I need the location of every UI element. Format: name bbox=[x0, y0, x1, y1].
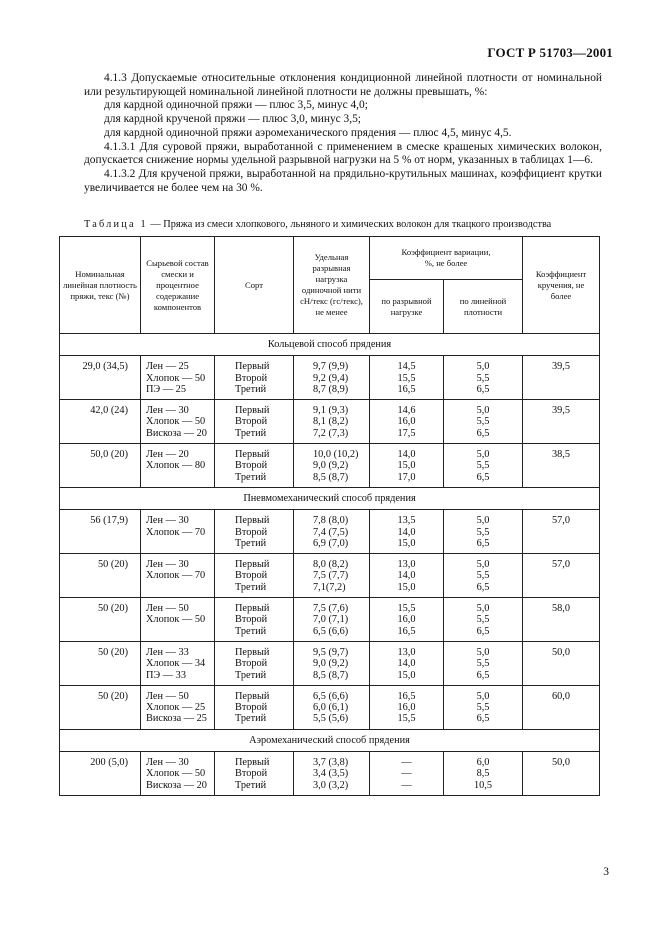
cell-line: Хлопок — 50 bbox=[146, 372, 206, 384]
composition-cell bbox=[141, 444, 215, 488]
cell-line: 17,5 bbox=[397, 427, 416, 439]
cell-line: Второй bbox=[235, 570, 268, 582]
cv-density-cell bbox=[444, 356, 523, 400]
strength-cell bbox=[294, 685, 370, 729]
header-strength: Удельная разрывная нагрузка одиночной нити сН/текс (гс/текс), не менее bbox=[294, 237, 370, 334]
cell-line: 9,0 (9,2) bbox=[313, 658, 349, 670]
density-cell: 56 (17,9) bbox=[60, 510, 141, 554]
cell-line: 5,0 bbox=[476, 690, 490, 702]
composition-cell bbox=[141, 641, 215, 685]
cell-line: 5,0 bbox=[476, 603, 490, 615]
cell-line: — bbox=[401, 779, 412, 791]
cell-line: 5,5 bbox=[476, 702, 490, 714]
cell-line: 5,5 (5,6) bbox=[313, 713, 349, 725]
paragraph: 4.1.3.2 Для крученой пряжи, выработанной на прядильно-крутильных машинах, коэффициент крутки увеличивается не более чем на 30 %. bbox=[84, 167, 602, 194]
cell-line: ПЭ — 25 bbox=[146, 383, 186, 395]
header-cv-group: Коэффициент вариации, %, не более bbox=[370, 237, 523, 280]
cell-line: 16,0 bbox=[397, 416, 416, 428]
cell-line: 5,0 bbox=[476, 449, 490, 461]
cell-line: Лен — 30 bbox=[146, 757, 189, 769]
paragraph: 4.1.3.1 Для суровой пряжи, выработанной с применением в смеске крашеных химических волокон, допускается снижение нормы удельной разрывной нагрузки на 5 % от норм, указанных в таблицах 1—6. bbox=[84, 140, 602, 167]
cell-line: Хлопок — 34 bbox=[146, 658, 206, 670]
cell-line: 5,5 bbox=[476, 526, 490, 538]
composition-cell bbox=[141, 752, 215, 796]
table-caption-text: — Пряжа из смеси хлопкового, льняного и химических волокон для ткацкого производства bbox=[147, 219, 552, 230]
strength-cell bbox=[294, 444, 370, 488]
grade-cell bbox=[215, 598, 294, 642]
cell-line: Лен — 30 bbox=[146, 559, 189, 571]
cell-line: 5,0 bbox=[476, 515, 490, 527]
cell-line: 5,5 bbox=[476, 460, 490, 472]
strength-cell bbox=[294, 752, 370, 796]
header-twist: Коэффициент кручения, не более bbox=[523, 237, 600, 334]
cell-line: 5,0 bbox=[476, 646, 490, 658]
cell-line: 14,0 bbox=[397, 449, 416, 461]
cell-line: Третий bbox=[235, 471, 267, 483]
table-row bbox=[60, 598, 600, 642]
twist-cell: 58,0 bbox=[523, 598, 600, 642]
table-row bbox=[60, 641, 600, 685]
cell-line: Первый bbox=[235, 515, 270, 527]
cell-line: 6,5 bbox=[476, 713, 490, 725]
cell-line: Третий bbox=[235, 581, 267, 593]
cell-line: 5,5 bbox=[476, 416, 490, 428]
cell-line: Второй bbox=[235, 372, 268, 384]
table-caption-label: Таблица 1 bbox=[84, 219, 148, 230]
cell-line: 3,4 (3,5) bbox=[313, 768, 349, 780]
cell-line: 6,5 bbox=[476, 427, 490, 439]
cell-line: 16,5 bbox=[397, 383, 416, 395]
cell-line: 6,5 bbox=[476, 625, 490, 637]
page-number: 3 bbox=[603, 866, 609, 878]
density-cell: 50 (20) bbox=[60, 554, 141, 598]
strength-cell bbox=[294, 554, 370, 598]
cv-break-cell bbox=[370, 510, 444, 554]
strength-cell bbox=[294, 641, 370, 685]
section-row bbox=[60, 487, 600, 509]
cv-density-cell bbox=[444, 685, 523, 729]
cell-line: 9,1 (9,3) bbox=[313, 405, 349, 417]
cell-line: Вискоза — 20 bbox=[146, 779, 207, 791]
density-cell: 200 (5,0) bbox=[60, 752, 141, 796]
cv-density-cell bbox=[444, 444, 523, 488]
cv-density-cell bbox=[444, 400, 523, 444]
cell-line: ПЭ — 33 bbox=[146, 669, 186, 681]
cv-density-cell bbox=[444, 554, 523, 598]
cell-line: 5,0 bbox=[476, 405, 490, 417]
cell-line: 17,0 bbox=[397, 471, 416, 483]
cell-line: Третий bbox=[235, 713, 267, 725]
composition-cell bbox=[141, 400, 215, 444]
section-row bbox=[60, 334, 600, 356]
composition-cell bbox=[141, 598, 215, 642]
cell-line: 13,5 bbox=[397, 515, 416, 527]
cell-line: 6,0 bbox=[476, 757, 490, 769]
cell-line: 6,5 bbox=[476, 471, 490, 483]
cell-line: 6,5 bbox=[476, 669, 490, 681]
cell-line: 7,2 (7,3) bbox=[313, 427, 349, 439]
cell-line: Второй bbox=[235, 614, 268, 626]
cell-line: 7,1(7,2) bbox=[313, 581, 346, 593]
cell-line: Первый bbox=[235, 361, 270, 373]
header-grade: Сорт bbox=[215, 237, 294, 334]
cell-line: Первый bbox=[235, 405, 270, 417]
table-row bbox=[60, 356, 600, 400]
table-row bbox=[60, 685, 600, 729]
composition-cell bbox=[141, 685, 215, 729]
cell-line: Хлопок — 50 bbox=[146, 614, 206, 626]
cell-line: 9,5 (9,7) bbox=[313, 646, 349, 658]
cell-line: 16,0 bbox=[397, 702, 416, 714]
table-body bbox=[60, 334, 600, 796]
cell-line: 16,0 bbox=[397, 614, 416, 626]
strength-cell bbox=[294, 356, 370, 400]
cell-line: Лен — 30 bbox=[146, 405, 189, 417]
twist-cell: 39,5 bbox=[523, 356, 600, 400]
cell-line: 6,5 bbox=[476, 581, 490, 593]
cell-line: Третий bbox=[235, 625, 267, 637]
density-cell: 50 (20) bbox=[60, 685, 141, 729]
density-cell: 50 (20) bbox=[60, 641, 141, 685]
cv-break-cell bbox=[370, 685, 444, 729]
cell-line: 6,0 (6,1) bbox=[313, 702, 349, 714]
cell-line: 3,0 (3,2) bbox=[313, 779, 349, 791]
cell-line: 15,5 bbox=[397, 713, 416, 725]
cell-line: Первый bbox=[235, 449, 270, 461]
header-density: Номинальная линейная плотность пряжи, текс (№) bbox=[60, 237, 141, 334]
body-text bbox=[84, 72, 602, 195]
table-row bbox=[60, 400, 600, 444]
cv-density-cell bbox=[444, 641, 523, 685]
section-title: Аэромеханический способ прядения bbox=[60, 729, 600, 751]
composition-cell bbox=[141, 554, 215, 598]
cv-break-cell bbox=[370, 554, 444, 598]
table-row bbox=[60, 752, 600, 796]
cell-line: 14,6 bbox=[397, 405, 416, 417]
cv-break-cell bbox=[370, 400, 444, 444]
cell-line: — bbox=[401, 757, 412, 769]
cell-line: 5,0 bbox=[476, 361, 490, 373]
twist-cell: 39,5 bbox=[523, 400, 600, 444]
standard-header: ГОСТ Р 51703—2001 bbox=[487, 45, 613, 60]
cell-line: Лен — 33 bbox=[146, 646, 189, 658]
cell-line: 9,0 (9,2) bbox=[313, 460, 349, 472]
header-cv-break: по разрывной нагрузке bbox=[370, 280, 444, 334]
cell-line: Второй bbox=[235, 768, 268, 780]
cell-line: Второй bbox=[235, 702, 268, 714]
cell-line: 13,0 bbox=[397, 559, 416, 571]
density-cell: 50 (20) bbox=[60, 598, 141, 642]
cell-line: 14,0 bbox=[397, 570, 416, 582]
grade-cell bbox=[215, 356, 294, 400]
header-composition: Сырьевой состав смески и процентное содержание компонентов bbox=[141, 237, 215, 334]
cell-line: 8,0 (8,2) bbox=[313, 559, 349, 571]
density-cell: 42,0 (24) bbox=[60, 400, 141, 444]
cell-line: 5,5 bbox=[476, 658, 490, 670]
composition-cell bbox=[141, 510, 215, 554]
cell-line: Хлопок — 70 bbox=[146, 526, 206, 538]
cell-line: 14,0 bbox=[397, 526, 416, 538]
cell-line: Вискоза — 25 bbox=[146, 713, 207, 725]
strength-cell bbox=[294, 510, 370, 554]
cell-line: 14,5 bbox=[397, 361, 416, 373]
strength-cell bbox=[294, 598, 370, 642]
cell-line: 6,9 (7,0) bbox=[313, 537, 349, 549]
cell-line: 5,5 bbox=[476, 372, 490, 384]
cv-density-cell bbox=[444, 598, 523, 642]
cell-line: 8,5 (8,7) bbox=[313, 669, 349, 681]
paragraph: для кардной крученой пряжи — плюс 3,0, минус 3,5; bbox=[104, 113, 361, 126]
paragraph: для кардной одиночной пряжи — плюс 3,5, минус 4,0; bbox=[104, 99, 368, 112]
cell-line: 15,0 bbox=[397, 669, 416, 681]
cell-line: 6,5 (6,6) bbox=[313, 625, 349, 637]
cell-line: 5,0 bbox=[476, 559, 490, 571]
cell-line: Второй bbox=[235, 658, 268, 670]
cell-line: 15,0 bbox=[397, 581, 416, 593]
cell-line: 7,8 (8,0) bbox=[313, 515, 349, 527]
cell-line: Лен — 50 bbox=[146, 690, 189, 702]
cell-line: 16,5 bbox=[397, 690, 416, 702]
data-table bbox=[59, 236, 600, 796]
composition-cell bbox=[141, 356, 215, 400]
cell-line: 7,4 (7,5) bbox=[313, 526, 349, 538]
cell-line: Хлопок — 70 bbox=[146, 570, 206, 582]
grade-cell bbox=[215, 444, 294, 488]
cv-density-cell bbox=[444, 752, 523, 796]
cell-line: 6,5 bbox=[476, 537, 490, 549]
cell-line: Хлопок — 25 bbox=[146, 702, 206, 714]
cell-line: Хлопок — 50 bbox=[146, 768, 206, 780]
cell-line: 6,5 (6,6) bbox=[313, 690, 349, 702]
header-cv-density: по линейной плотности bbox=[444, 280, 523, 334]
twist-cell: 38,5 bbox=[523, 444, 600, 488]
cell-line: Хлопок — 80 bbox=[146, 460, 206, 472]
cell-line: Третий bbox=[235, 669, 267, 681]
cell-line: 7,0 (7,1) bbox=[313, 614, 349, 626]
twist-cell: 60,0 bbox=[523, 685, 600, 729]
cell-line: Лен — 30 bbox=[146, 515, 189, 527]
grade-cell bbox=[215, 400, 294, 444]
cell-line: 3,7 (3,8) bbox=[313, 757, 349, 769]
cv-density-cell bbox=[444, 510, 523, 554]
cell-line: Второй bbox=[235, 526, 268, 538]
cell-line: Лен — 25 bbox=[146, 361, 189, 373]
cell-line: Первый bbox=[235, 559, 270, 571]
cell-line: 8,7 (8,9) bbox=[313, 383, 349, 395]
grade-cell bbox=[215, 685, 294, 729]
cell-line: 10,0 (10,2) bbox=[313, 449, 359, 461]
cv-break-cell bbox=[370, 598, 444, 642]
twist-cell: 50,0 bbox=[523, 641, 600, 685]
cell-line: 10,5 bbox=[473, 779, 493, 791]
cell-line: Вискоза — 20 bbox=[146, 427, 207, 439]
cell-line: 7,5 (7,7) bbox=[313, 570, 349, 582]
grade-cell bbox=[215, 641, 294, 685]
cell-line: 16,5 bbox=[397, 625, 416, 637]
cell-line: Третий bbox=[235, 779, 267, 791]
cell-line: 15,5 bbox=[397, 372, 416, 384]
cell-line: Первый bbox=[235, 757, 270, 769]
cell-line: Второй bbox=[235, 416, 268, 428]
section-row bbox=[60, 729, 600, 751]
section-title: Пневмомеханический способ прядения bbox=[60, 487, 600, 509]
cv-break-cell bbox=[370, 444, 444, 488]
twist-cell: 57,0 bbox=[523, 554, 600, 598]
cell-line: Первый bbox=[235, 690, 270, 702]
table-row bbox=[60, 554, 600, 598]
cell-line: 13,0 bbox=[397, 646, 416, 658]
cell-line: 9,2 (9,4) bbox=[313, 372, 349, 384]
density-cell: 29,0 (34,5) bbox=[60, 356, 141, 400]
cell-line: 8,1 (8,2) bbox=[313, 416, 349, 428]
cv-break-cell bbox=[370, 356, 444, 400]
cell-line: — bbox=[401, 768, 412, 780]
grade-cell bbox=[215, 510, 294, 554]
cv-break-cell bbox=[370, 752, 444, 796]
cell-line: 8,5 (8,7) bbox=[313, 471, 349, 483]
grade-cell bbox=[215, 752, 294, 796]
density-cell: 50,0 (20) bbox=[60, 444, 141, 488]
cv-break-cell bbox=[370, 641, 444, 685]
cell-line: Первый bbox=[235, 603, 270, 615]
cell-line: 7,5 (7,6) bbox=[313, 603, 349, 615]
paragraph: для кардной одиночной пряжи аэромеханического прядения — плюс 4,5, минус 4,5. bbox=[104, 126, 512, 139]
table-row bbox=[60, 510, 600, 554]
section-title: Кольцевой способ прядения bbox=[60, 334, 600, 356]
cell-line: 6,5 bbox=[476, 383, 490, 395]
cell-line: Третий bbox=[235, 427, 267, 439]
paragraph: 4.1.3 Допускаемые относительные отклонения кондиционной линейной плотности от номинальной или результирующей номинальной линейной плотности не должны превышать, %: bbox=[84, 72, 602, 98]
table-row bbox=[60, 444, 600, 488]
cell-line: Третий bbox=[235, 537, 267, 549]
cell-line: Второй bbox=[235, 460, 268, 472]
cell-line: Третий bbox=[235, 383, 267, 395]
twist-cell: 50,0 bbox=[523, 752, 600, 796]
cell-line: Хлопок — 50 bbox=[146, 416, 206, 428]
cell-line: 9,7 (9,9) bbox=[313, 361, 349, 373]
grade-cell bbox=[215, 554, 294, 598]
strength-cell bbox=[294, 400, 370, 444]
twist-cell: 57,0 bbox=[523, 510, 600, 554]
cell-line: 15,0 bbox=[397, 537, 416, 549]
cell-line: Лен — 50 bbox=[146, 603, 189, 615]
cell-line: Лен — 20 bbox=[146, 449, 189, 461]
cell-line: 8,5 bbox=[476, 768, 490, 780]
cell-line: Первый bbox=[235, 646, 270, 658]
cell-line: 14,0 bbox=[397, 658, 416, 670]
table-caption bbox=[84, 219, 551, 230]
cell-line: 5,5 bbox=[476, 614, 490, 626]
cell-line: 15,0 bbox=[397, 460, 416, 472]
cell-line: 5,5 bbox=[476, 570, 490, 582]
cell-line: 15,5 bbox=[397, 603, 416, 615]
